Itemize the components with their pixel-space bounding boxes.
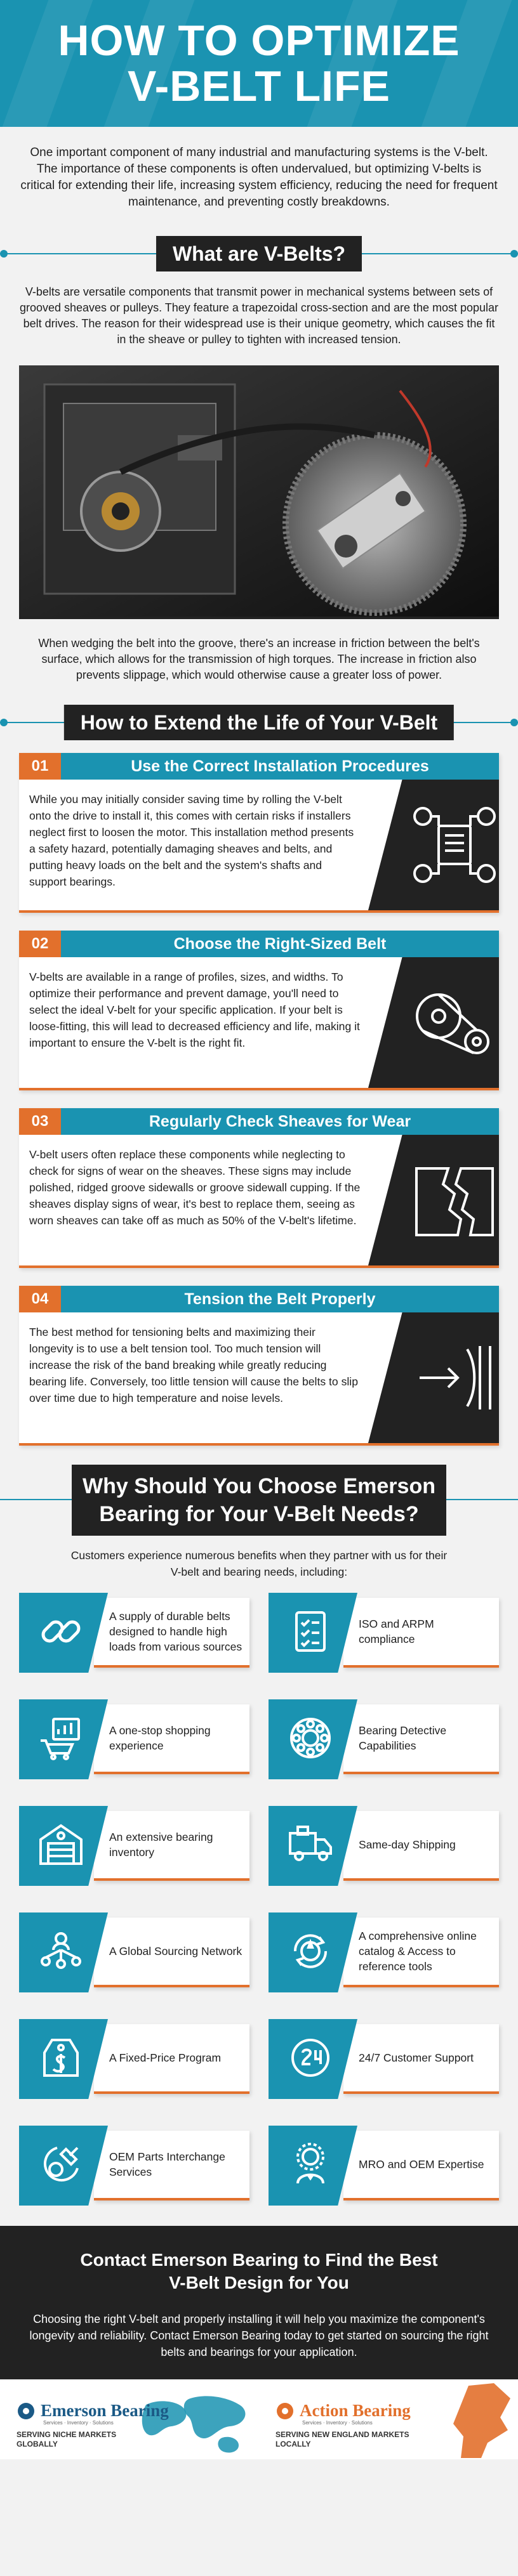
tip-title: Regularly Check Sheaves for Wear (149, 1113, 411, 1130)
title-line-1: HOW TO OPTIMIZE (58, 16, 460, 65)
tip-title: Choose the Right-Sized Belt (173, 935, 387, 953)
tip-number: 03 (19, 1108, 61, 1135)
emerson-tagline-line-2: GLOBALLY (17, 2440, 58, 2449)
page-title (0, 18, 518, 109)
emerson-subtagline: Services · Inventory · Solutions (43, 2420, 114, 2426)
benefit-item (19, 1912, 249, 1992)
contact-text: Choosing the right V-belt and properly installing it will help you maximize the component's longevity and reliability. Contact Emerson Bearing today to get started on sourcing the right belts and bearings for your application. (29, 2313, 489, 2358)
what-heading: What are V-Belts? (156, 236, 362, 271)
benefit-item (269, 2019, 499, 2099)
what-paragraph-2: When wedging the belt into the groove, there's an increase in friction between the belt's surface, which allows for the transmission of high torques. The increase in friction also prevents slippage, which would otherwise cause a greater loss of power. (38, 637, 480, 681)
tension-arrow-icon (368, 1312, 499, 1443)
contact-heading (25, 2249, 493, 2294)
tip-card-3 (19, 1108, 499, 1268)
benefit-item (19, 1593, 249, 1673)
tip-title: Use the Correct Installation Procedures (131, 757, 429, 775)
cracked-surface-icon (368, 1135, 499, 1265)
action-tagline-line-2: LOCALLY (276, 2440, 311, 2449)
what-paragraph-1: V-belts are versatile components that transmit power in mechanical systems between sets of grooved sheaves or pulleys. They feature a trapezoidal cross-section and are the most popular belt drives. The reason for their widespread use is their unique geometry, which causes the fit in the sheave or pulley to tighten with increased tension. (19, 285, 499, 346)
checklist-gears-icon (368, 780, 499, 910)
section-heading-why (0, 1465, 518, 1536)
action-tagline-line-1: SERVING NEW ENGLAND MARKETS (276, 2430, 409, 2439)
intro-text: One important component of many industrial and manufacturing systems is the V-belt. The importance of these components is often undervalued, but optimizing V-belts is critical for extending their life, increasing system efficiency, reducing the need for frequent maintenance, and preventing costly breakdowns. (20, 146, 498, 209)
tip-card-1 (19, 753, 499, 913)
benefit-label: A one-stop shopping experience (109, 1724, 211, 1752)
emerson-brand: Emerson Bearing (41, 2401, 169, 2420)
tip-title: Tension the Belt Properly (184, 1290, 376, 1308)
benefit-item (269, 1699, 499, 1779)
benefit-item (269, 1593, 499, 1673)
benefit-label: 24/7 Customer Support (359, 2051, 474, 2064)
section-heading-what (0, 236, 518, 271)
section-heading-extend (0, 705, 518, 740)
tip-card-4 (19, 1286, 499, 1446)
tip-text: V-belts are available in a range of profiles, sizes, and widths. To optimize their performance and prevent damage, you'll need to select the ideal V-belt for your specific application. If your belt is loose-fitting, this will lead to decreased efficiency and life, making it important to ensure the V-belt is the right fit. (29, 971, 360, 1049)
benefit-label: A comprehensive online catalog & Access to reference tools (359, 1930, 477, 1973)
benefit-label: A Fixed-Price Program (109, 2051, 222, 2064)
footer-emerson (0, 2379, 259, 2459)
why-heading-line-2: Bearing for Your V-Belt Needs? (99, 1502, 419, 1526)
footer (0, 2379, 518, 2459)
action-subtagline: Services · Inventory · Solutions (302, 2420, 373, 2426)
benefit-label: ISO and ARPM compliance (359, 1618, 434, 1645)
benefit-item (269, 2126, 499, 2206)
action-logo-icon (276, 2402, 295, 2421)
action-tagline (276, 2430, 409, 2449)
tip-number: 01 (19, 753, 61, 780)
benefit-label: A Global Sourcing Network (109, 1945, 242, 1958)
why-subtext: Customers experience numerous benefits when they partner with us for their V-belt and bearing needs, including: (70, 1549, 448, 1578)
why-heading (72, 1465, 446, 1536)
tip-text: V-belt users often replace these components while neglecting to check for signs of wear on the sheaves. These signs may include polished, ridged groove sidewalls or groove sidewall cupping. If the sheaves display signs of wear, it's best to replace them, seeing as worn sheaves can take off as much as 50% of the V-belt's lifetime. (29, 1148, 361, 1227)
benefit-label: Bearing Detective Capabilities (359, 1724, 447, 1752)
emerson-logo-icon (17, 2402, 36, 2421)
benefit-item (269, 1806, 499, 1886)
tip-card-2 (19, 931, 499, 1090)
tip-number: 02 (19, 931, 61, 957)
benefit-label: OEM Parts Interchange Services (109, 2150, 225, 2178)
why-heading-line-1: Why Should You Choose Emerson (82, 1474, 435, 1498)
emerson-tagline-line-1: SERVING NICHE MARKETS (17, 2430, 117, 2439)
benefit-item (19, 2126, 249, 2206)
footer-action (259, 2379, 518, 2459)
contact-heading-line-1: Contact Emerson Bearing to Find the Best (80, 2250, 438, 2270)
emerson-tagline (17, 2430, 116, 2449)
action-brand: Action Bearing (300, 2401, 411, 2420)
benefits-grid (0, 1580, 518, 2232)
belt-drive-icon (368, 957, 499, 1088)
benefit-label: MRO and OEM Expertise (359, 2158, 484, 2171)
contact-section (0, 2226, 518, 2379)
machine-photo (19, 365, 499, 619)
hero-banner (0, 0, 518, 127)
benefit-item (269, 1912, 499, 1992)
benefit-item (19, 1699, 249, 1779)
benefit-item (19, 2019, 249, 2099)
contact-heading-line-2: V-Belt Design for You (169, 2273, 349, 2292)
title-line-2: V-BELT LIFE (128, 62, 390, 110)
benefit-label: A supply of durable belts designed to handle high loads from various sources (109, 1610, 242, 1653)
machine-illustration (19, 365, 499, 619)
tip-text: The best method for tensioning belts and maximizing their longevity is to use a belt tension tool. Too much tension will increase the risk of the band breaking while greatly reducing bearing life. Conversely, too little tension will cause the belts to slip over time due to high temperature and noise levels. (29, 1326, 358, 1404)
benefit-label: Same-day Shipping (359, 1838, 456, 1851)
benefit-label: An extensive bearing inventory (109, 1831, 213, 1859)
benefit-item (19, 1806, 249, 1886)
extend-heading: How to Extend the Life of Your V-Belt (64, 705, 454, 740)
tip-number: 04 (19, 1286, 61, 1312)
tip-text: While you may initially consider saving time by rolling the V-belt onto the drive to install it, this comes with certain risks if installers neglect first to loosen the motor. This installation method presents a safety hazard, potentially damaging sheaves and belts, and putting heavy loads on the belt and the system's shafts and support bearings. (29, 793, 354, 888)
